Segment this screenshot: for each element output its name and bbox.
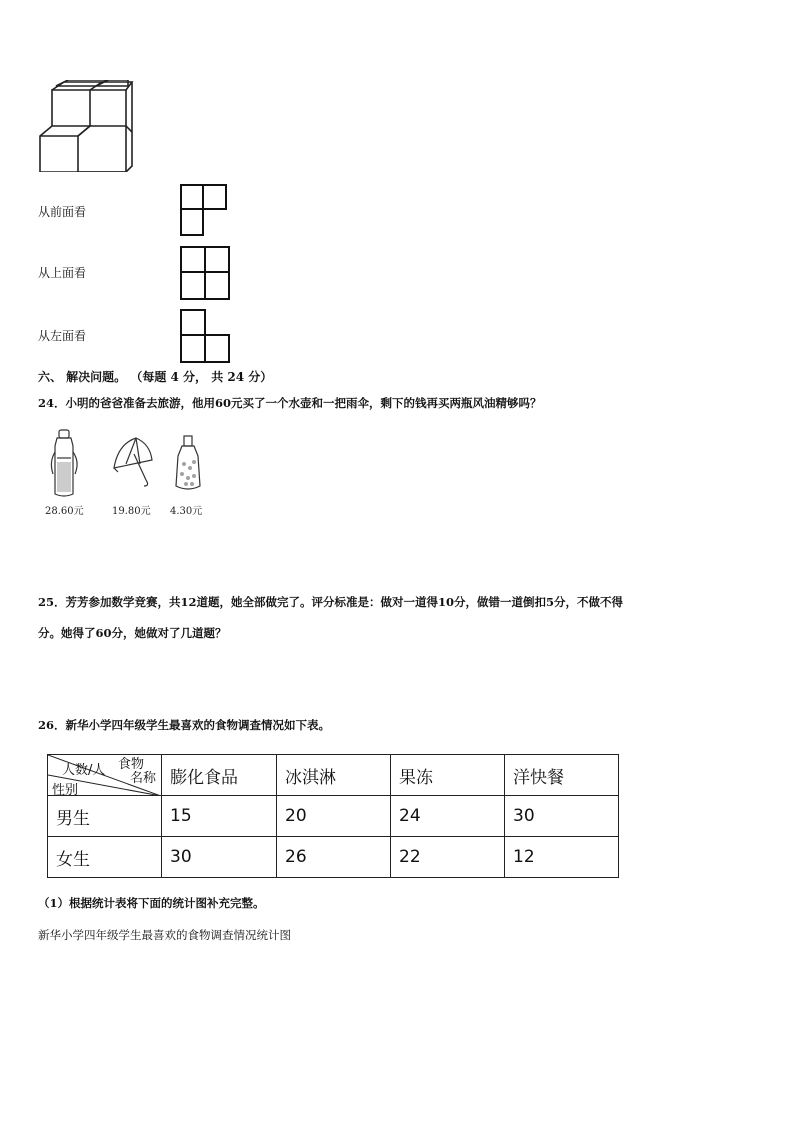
table-corner-cell: [48, 755, 162, 796]
corner-count: 人数/人: [62, 763, 106, 778]
umbrella-icon: [110, 434, 156, 494]
table-row: [48, 796, 619, 837]
view-label-left: 从左面看: [38, 329, 87, 343]
oil-bottle-price: 4.30元: [170, 506, 203, 517]
front-view-grid: [180, 184, 230, 238]
question-26: 26．新华小学四年级学生最喜欢的食物调查情况如下表。: [38, 718, 331, 732]
table-cell: 22: [391, 837, 505, 878]
corner-gender: 性别: [52, 783, 79, 798]
view-label-front: 从前面看: [38, 205, 87, 219]
view-label-top: 从上面看: [38, 266, 87, 280]
header-fast-food: 洋快餐: [505, 755, 619, 796]
table-row: [48, 837, 619, 878]
row-label-girls: 女生: [48, 837, 162, 878]
question-26-sub1: （1）根据统计表将下面的统计图补充完整。: [38, 896, 265, 910]
header-puffed-food: 膨化食品: [162, 755, 277, 796]
table-cell: 26: [277, 837, 391, 878]
left-view-grid: [180, 309, 232, 365]
table-header-row: [48, 755, 619, 796]
corner-name: 名称: [130, 771, 157, 786]
table-cell: 30: [162, 837, 277, 878]
top-view-grid: [180, 246, 232, 302]
header-jelly: 果冻: [391, 755, 505, 796]
question-25-line2: 分。她得了60分，她做对了几道题？: [38, 626, 227, 640]
umbrella-price: 19.80元: [112, 506, 151, 517]
header-ice-cream: 冰淇淋: [277, 755, 391, 796]
survey-table: [47, 754, 619, 878]
water-bottle-price: 28.60元: [45, 506, 84, 517]
table-cell: 15: [162, 796, 277, 837]
table-cell: 12: [505, 837, 619, 878]
table-cell: 30: [505, 796, 619, 837]
row-label-boys: 男生: [48, 796, 162, 837]
water-bottle-icon: [44, 428, 84, 498]
oil-bottle-icon: [170, 434, 206, 494]
table-cell: 20: [277, 796, 391, 837]
corner-food: 食物: [118, 757, 145, 772]
cube-stack-figure: [38, 80, 134, 172]
chart-caption: 新华小学四年级学生最喜欢的食物调查情况统计图: [38, 928, 291, 942]
section-title: 六、 解决问题。 （每题 4 分， 共 24 分）: [38, 370, 273, 384]
question-25-line1: 25．芳芳参加数学竞赛，共12道题，她全部做完了。评分标准是：做对一道得10分，做错一道倒扣5分，不做不得: [38, 595, 624, 609]
question-24: 24．小明的爸爸准备去旅游，他用60元买了一个水壶和一把雨伞，剩下的钱再买两瓶风油精够吗？: [38, 396, 542, 410]
table-cell: 24: [391, 796, 505, 837]
